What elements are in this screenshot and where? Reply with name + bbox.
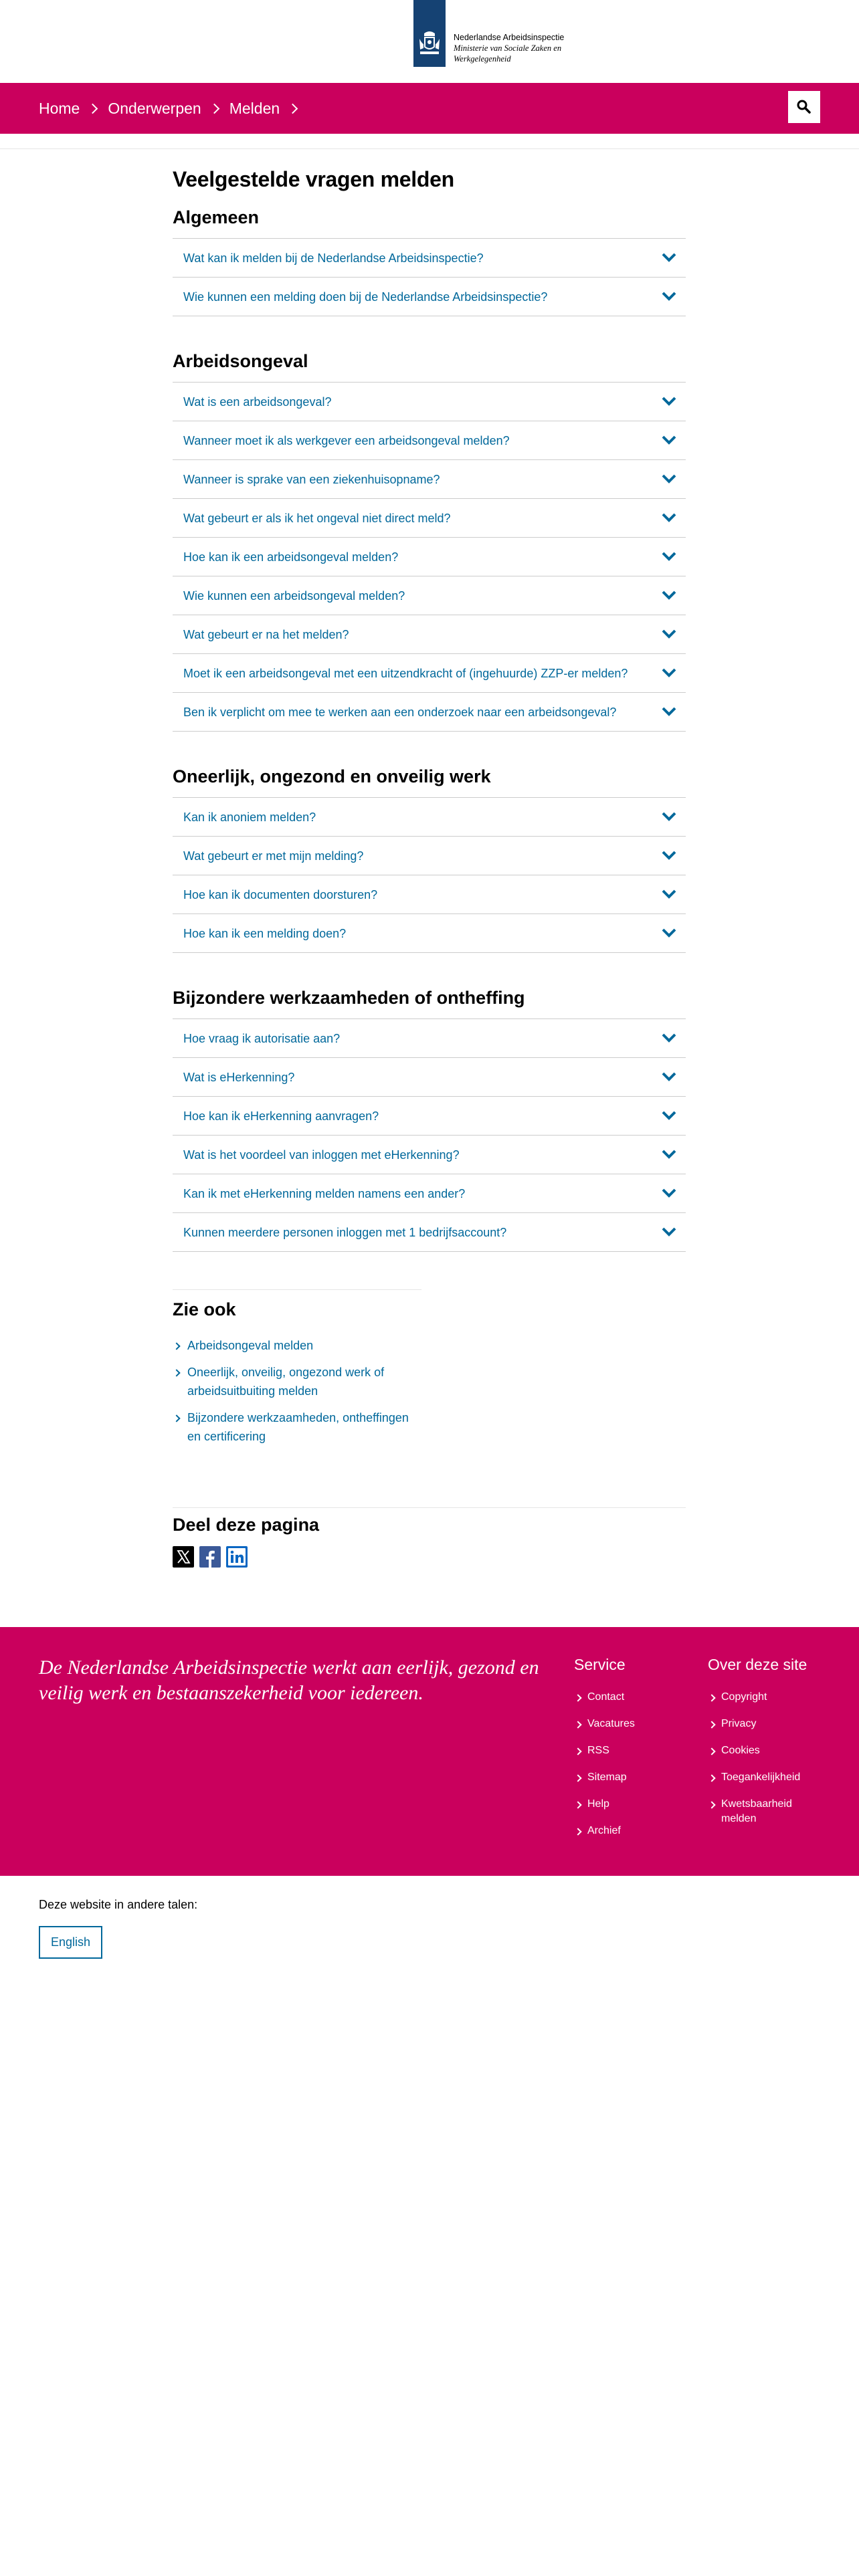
faq-question-text: Hoe kan ik een melding doen?: [183, 927, 347, 940]
rijksoverheid-logo[interactable]: [413, 0, 446, 67]
chevron-down-icon: [662, 435, 676, 445]
faq-question-toggle[interactable]: [173, 837, 686, 875]
share-section: [173, 1507, 686, 1568]
search-icon: [796, 99, 812, 115]
faq-sections: [173, 206, 686, 1252]
footer-link-copyright[interactable]: Copyright: [708, 1690, 828, 1705]
footer-service-column: [574, 1655, 635, 1850]
facebook-icon[interactable]: [199, 1546, 221, 1568]
faq-question-text: Ben ik verplicht om mee te werken aan een onderzoek naar een arbeidsongeval?: [183, 706, 617, 719]
footer-link-contact[interactable]: Contact: [574, 1690, 635, 1705]
chevron-down-icon: [662, 706, 676, 717]
footer-service-title: Service: [574, 1656, 626, 1673]
faq-section: [173, 765, 686, 953]
faq-question-text: Moet ik een arbeidsongeval met een uitzendkracht of (ingehuurde) ZZP-er melden?: [183, 667, 628, 680]
faq-question-toggle[interactable]: [173, 1213, 686, 1252]
chevron-down-icon: [662, 252, 676, 263]
faq-question-toggle[interactable]: [173, 383, 686, 421]
faq-question-toggle[interactable]: [173, 1097, 686, 1136]
footer-link-toegankelijkheid[interactable]: Toegankelijkheid: [708, 1770, 828, 1785]
chevron-down-icon: [662, 928, 676, 938]
footer-link-cookies[interactable]: Cookies: [708, 1743, 828, 1758]
section-title: Arbeidsongeval: [173, 351, 308, 371]
faq-question-toggle[interactable]: [173, 421, 686, 460]
linkedin-icon[interactable]: [226, 1546, 248, 1568]
footer-link-archief[interactable]: Archief: [574, 1824, 635, 1838]
chevron-down-icon: [662, 1033, 676, 1043]
faq-question-toggle[interactable]: [173, 278, 686, 316]
language-section: [39, 1897, 197, 1959]
faq-question-text: Wie kunnen een arbeidsongeval melden?: [183, 589, 405, 603]
faq-question-toggle[interactable]: [173, 875, 686, 914]
faq-question-toggle[interactable]: [173, 914, 686, 953]
section-title: Oneerlijk, ongezond en onveilig werk: [173, 766, 491, 786]
faq-section: [173, 986, 686, 1252]
section-title: Algemeen: [173, 207, 260, 227]
faq-question-toggle[interactable]: [173, 1058, 686, 1097]
footer: [0, 1627, 859, 1876]
logo-title: Nederlandse Arbeidsinspectie: [454, 33, 565, 42]
faq-list: [173, 238, 686, 316]
faq-question-text: Wanneer moet ik als werkgever een arbeidsongeval melden?: [183, 434, 510, 447]
chevron-right-icon: [207, 99, 224, 118]
footer-tagline: De Nederlandse Arbeidsinspectie werkt aan eerlijk, gezond en veilig werk en bestaanszekerheid voor iedereen.: [39, 1656, 539, 1704]
share-icons: [173, 1546, 686, 1568]
chevron-down-icon: [662, 396, 676, 407]
faq-question-toggle[interactable]: [173, 1019, 686, 1058]
section-title: Bijzondere werkzaamheden of ontheffing: [173, 988, 525, 1008]
faq-question-text: Wat kan ik melden bij de Nederlandse Arbeidsinspectie?: [183, 251, 484, 265]
faq-question-toggle[interactable]: [173, 538, 686, 576]
see-also-link-bijzondere-werkzaamheden[interactable]: Bijzondere werkzaamheden, ontheffingen en certificering: [173, 1408, 421, 1446]
faq-question-toggle[interactable]: [173, 615, 686, 654]
chevron-right-icon: [85, 99, 102, 118]
faq-question-text: Hoe kan ik een arbeidsongeval melden?: [183, 550, 399, 564]
chevron-down-icon: [662, 629, 676, 639]
chevron-down-icon: [662, 1110, 676, 1121]
chevron-down-icon: [662, 512, 676, 523]
footer-about-column: [708, 1655, 828, 1838]
chevron-down-icon: [662, 551, 676, 562]
chevron-down-icon: [662, 1188, 676, 1198]
faq-question-text: Wat is een arbeidsongeval?: [183, 395, 332, 409]
faq-list: [173, 1018, 686, 1252]
chevron-down-icon: [662, 1226, 676, 1237]
see-also-link-oneerlijk-werk[interactable]: Oneerlijk, onveilig, ongezond werk of arbeidsuitbuiting melden: [173, 1363, 421, 1400]
footer-link-privacy[interactable]: Privacy: [708, 1717, 828, 1731]
faq-list: [173, 797, 686, 953]
chevron-right-icon: [285, 99, 302, 118]
see-also-list: [173, 1336, 421, 1446]
see-also-title: Zie ook: [173, 1299, 236, 1319]
faq-question-text: Wat gebeurt er met mijn melding?: [183, 849, 364, 863]
faq-question-text: Wanneer is sprake van een ziekenhuisopname?: [183, 473, 440, 486]
coat-of-arms-icon: [417, 29, 442, 58]
share-title: Deel deze pagina: [173, 1515, 320, 1535]
faq-question-text: Kan ik anoniem melden?: [183, 811, 316, 824]
divider: [0, 148, 859, 149]
chevron-down-icon: [662, 811, 676, 822]
faq-section: [173, 206, 686, 316]
faq-question-text: Wie kunnen een melding doen bij de Nederlandse Arbeidsinspectie?: [183, 290, 548, 304]
faq-question-toggle[interactable]: [173, 693, 686, 732]
chevron-down-icon: [662, 590, 676, 601]
footer-link-kwetsbaarheid[interactable]: Kwetsbaarheid melden: [708, 1797, 828, 1826]
logo-ministry-line1: Ministerie van Sociale Zaken en: [454, 43, 562, 53]
faq-question-toggle[interactable]: [173, 460, 686, 499]
see-also-link-arbeidsongeval[interactable]: Arbeidsongeval melden: [173, 1336, 421, 1355]
faq-section: [173, 350, 686, 732]
chevron-down-icon: [662, 889, 676, 899]
search-button[interactable]: [788, 91, 820, 123]
chevron-down-icon: [662, 1071, 676, 1082]
x-icon[interactable]: [173, 1546, 194, 1568]
faq-question-text: Wat gebeurt er als ik het ongeval niet direct meld?: [183, 512, 451, 525]
chevron-down-icon: [662, 850, 676, 861]
navigation-bar: [0, 83, 859, 134]
faq-question-toggle[interactable]: [173, 1174, 686, 1213]
logo-text: [454, 32, 564, 64]
faq-question-text: Hoe kan ik documenten doorsturen?: [183, 888, 378, 901]
chevron-down-icon: [662, 291, 676, 302]
breadcrumb: [39, 99, 308, 118]
faq-question-toggle[interactable]: [173, 1136, 686, 1174]
faq-question-text: Wat gebeurt er na het melden?: [183, 628, 349, 641]
footer-about-title: Over deze site: [708, 1656, 807, 1673]
faq-question-text: Hoe vraag ik autorisatie aan?: [183, 1032, 341, 1045]
see-also: [173, 1289, 421, 1454]
chevron-down-icon: [662, 1149, 676, 1160]
main-content: [173, 160, 686, 1252]
english-language-button[interactable]: English: [39, 1926, 102, 1959]
faq-question-toggle[interactable]: [173, 798, 686, 837]
faq-list: [173, 382, 686, 732]
breadcrumb-home[interactable]: Home: [39, 100, 80, 117]
breadcrumb-onderwerpen[interactable]: Onderwerpen: [108, 100, 201, 117]
footer-link-help[interactable]: Help: [574, 1797, 635, 1812]
faq-question-text: Kan ik met eHerkenning melden namens een ander?: [183, 1187, 466, 1200]
faq-question-text: Hoe kan ik eHerkenning aanvragen?: [183, 1109, 379, 1123]
faq-question-text: Kunnen meerdere personen inloggen met 1 bedrijfsaccount?: [183, 1226, 507, 1239]
logo-ministry-line2: Werkgelegenheid: [454, 54, 511, 64]
chevron-down-icon: [662, 473, 676, 484]
divider: [173, 1289, 421, 1290]
faq-question-toggle[interactable]: [173, 576, 686, 615]
footer-link-sitemap[interactable]: Sitemap: [574, 1770, 635, 1785]
faq-question-text: Wat is eHerkenning?: [183, 1071, 295, 1084]
breadcrumb-melden[interactable]: Melden: [229, 100, 280, 117]
footer-link-vacatures[interactable]: Vacatures: [574, 1717, 635, 1731]
faq-question-toggle[interactable]: [173, 499, 686, 538]
faq-question-text: Wat is het voordeel van inloggen met eHerkenning?: [183, 1148, 460, 1162]
page-title: Veelgestelde vragen melden: [173, 167, 454, 191]
divider: [173, 1507, 686, 1508]
site-header: [0, 0, 859, 83]
footer-link-rss[interactable]: RSS: [574, 1743, 635, 1758]
faq-question-toggle[interactable]: [173, 239, 686, 278]
language-label: Deze website in andere talen:: [39, 1898, 198, 1911]
chevron-down-icon: [662, 667, 676, 678]
faq-question-toggle[interactable]: [173, 654, 686, 693]
